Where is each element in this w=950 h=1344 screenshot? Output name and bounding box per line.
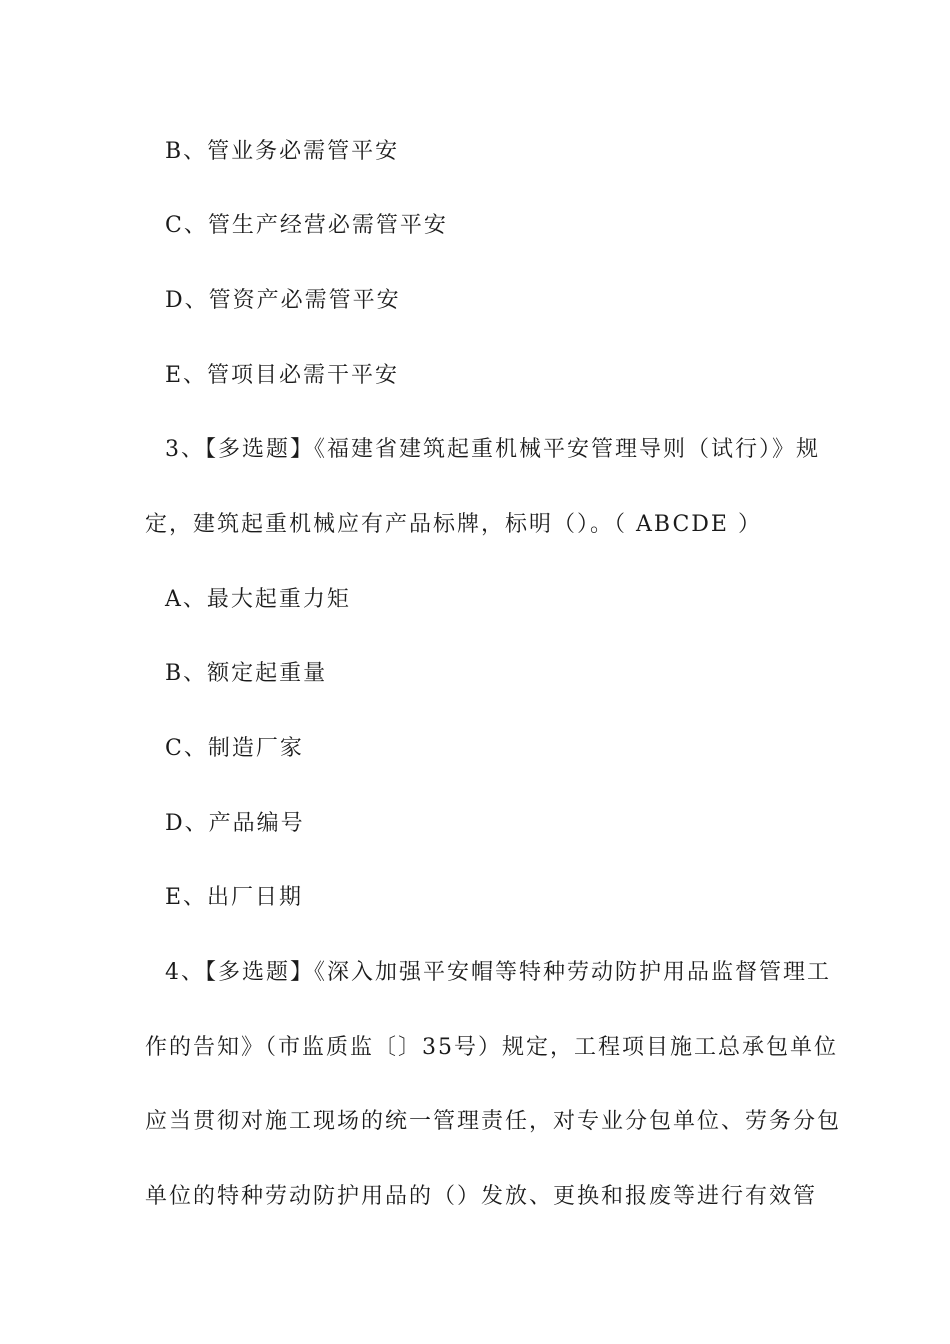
- q3-option-e: E、出厂日期: [165, 885, 304, 910]
- q2-option-b: B、管业务必需管平安: [165, 139, 400, 164]
- q3-question-line-2: 定，建筑起重机械应有产品标牌，标明（）。（ ABCDE ）: [145, 512, 762, 537]
- q3-option-d: D、产品编号: [165, 811, 305, 836]
- q4-question-line-4: 单位的特种劳动防护用品的（）发放、更换和报废等进行有效管: [145, 1184, 818, 1209]
- q4-question-line-1: 4、【多选题】《深入加强平安帽等特种劳动防护用品监督管理工: [165, 960, 831, 985]
- q3-option-c: C、制造厂家: [165, 736, 304, 761]
- q3-question-line-1: 3、【多选题】《福建省建筑起重机械平安管理导则（试行）》规: [165, 437, 820, 462]
- q4-question-line-2: 作的告知》（市监质监〔〕35号）规定，工程项目施工总承包单位: [145, 1035, 838, 1060]
- q2-option-e: E、管项目必需干平安: [165, 363, 400, 388]
- q2-option-c: C、管生产经营必需管平安: [165, 213, 448, 238]
- q4-question-line-3: 应当贯彻对施工现场的统一管理责任，对专业分包单位、劳务分包: [145, 1109, 842, 1134]
- q3-option-b: B、额定起重量: [165, 661, 328, 686]
- q3-option-a: A、最大起重力矩: [165, 587, 351, 612]
- q2-option-d: D、管资产必需管平安: [165, 288, 401, 313]
